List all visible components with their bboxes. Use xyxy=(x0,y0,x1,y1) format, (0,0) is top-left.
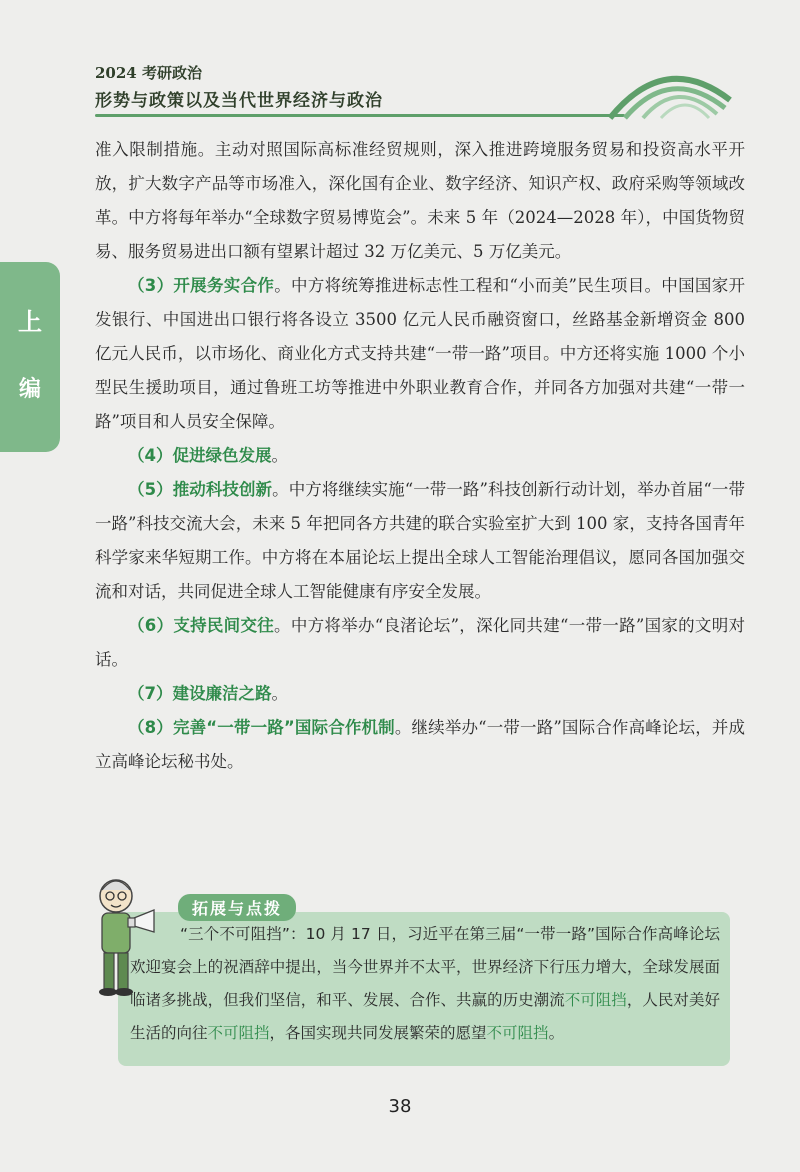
item-8-text: 。继续举办“一带一路”国际合作高峰论坛，并成立高峰论坛秘书处。 xyxy=(95,718,746,771)
arc-logo-icon xyxy=(605,60,735,120)
item-7-text: 。 xyxy=(271,684,288,703)
paragraph-item-8 xyxy=(95,711,745,779)
book-title: 2024 考研政治 xyxy=(95,64,202,82)
side-tab-char-1: 上 xyxy=(18,308,42,336)
item-3-heading: （3）开展务实合作 xyxy=(128,276,275,295)
item-4-text: 。 xyxy=(271,446,288,465)
item-7-heading: （7）建设廉洁之路 xyxy=(128,684,272,703)
book-subtitle: 形势与政策以及当代世界经济与政治 xyxy=(95,91,383,111)
item-4-heading: （4）促进绿色发展 xyxy=(128,446,272,465)
item-5-text: 。中方将继续实施“一带一路”科技创新行动计划，举办首届“一带一路”科技交流大会，未来 5 年把同各方共建的联合实验室扩大到 100 家，支持各国青年科学家来华短期工作。中方将在本届论坛上提出全球人工智能治理倡议，愿同各国加强交流和对话，共同促进全球人工智能健康有序安全发展。 xyxy=(95,480,745,601)
item-6-text: 。中方将举办“良渚论坛”，深化同共建“一带一路”国家的文明对话。 xyxy=(95,616,745,669)
item-3-text: 。中方将统筹推进标志性工程和“小而美”民生项目。中国国家开发银行、中国进出口银行将各设立 3500 亿元人民币融资窗口，丝路基金新增资金 800 亿元人民币，以市场化、商业化方式支持共建“一带一路”项目。中方还将实施 1000 个小型民生援助项目，通过鲁班工坊等推进中外职业教育合作，并同各方加强对共建“一带一路”项目和人员安全保障。 xyxy=(95,276,746,431)
paragraph-item-6 xyxy=(95,609,745,677)
paragraph-item-7 xyxy=(95,677,745,711)
paragraph-item-3 xyxy=(95,269,745,439)
item-5-heading: （5）推动科技创新 xyxy=(128,480,273,499)
paragraph-item-5 xyxy=(95,473,745,609)
side-tab-char-2: 编 xyxy=(18,377,41,402)
paragraph-continuation: 准入限制措施。主动对照国际高标准经贸规则，深入推进跨境服务贸易和投资高水平开放，扩大数字产品等市场准入，深化国有企业、数字经济、知识产权、政府采购等领域改革。中方将每年举办“全球数字贸易博览会”。未来 5 年（2024—2028 年），中国货物贸易、服务贸易进出口额有望累计超过 32 万亿美元、5 万亿美元。 xyxy=(95,140,745,261)
body-text xyxy=(95,133,745,779)
box-text xyxy=(130,918,720,1050)
header-rule xyxy=(95,114,625,117)
item-8-heading: （8）完善“一带一路”国际合作机制 xyxy=(128,718,395,737)
box-text-d: 。 xyxy=(548,1024,565,1042)
paragraph-item-4 xyxy=(95,439,745,473)
box-emphasis-3: 不可阻挡 xyxy=(486,1024,549,1042)
box-text-b: ，人民对美好生活的向往 xyxy=(130,991,720,1042)
item-6-heading: （6）支持民间交往 xyxy=(128,616,275,635)
box-text-a: “三个不可阻挡”：10 月 17 日，习近平在第三届“一带一路”国际合作高峰论坛欢迎宴会上的祝酒辞中提出，当今世界并不太平，世界经济下行压力增大，全球发展面临诸多挑战，但我们坚信，和平、发展、合作、共赢的历史潮流 xyxy=(130,925,720,1009)
box-title: 拓展与点拨 xyxy=(178,894,296,921)
box-emphasis-1: 不可阻挡 xyxy=(564,991,627,1009)
page-number: 38 xyxy=(388,1096,412,1117)
box-text-c: ，各国实现共同发展繁荣的愿望 xyxy=(269,1024,487,1042)
box-emphasis-2: 不可阻挡 xyxy=(207,1024,270,1042)
volume-side-tab xyxy=(0,262,60,452)
page-header xyxy=(95,60,735,124)
